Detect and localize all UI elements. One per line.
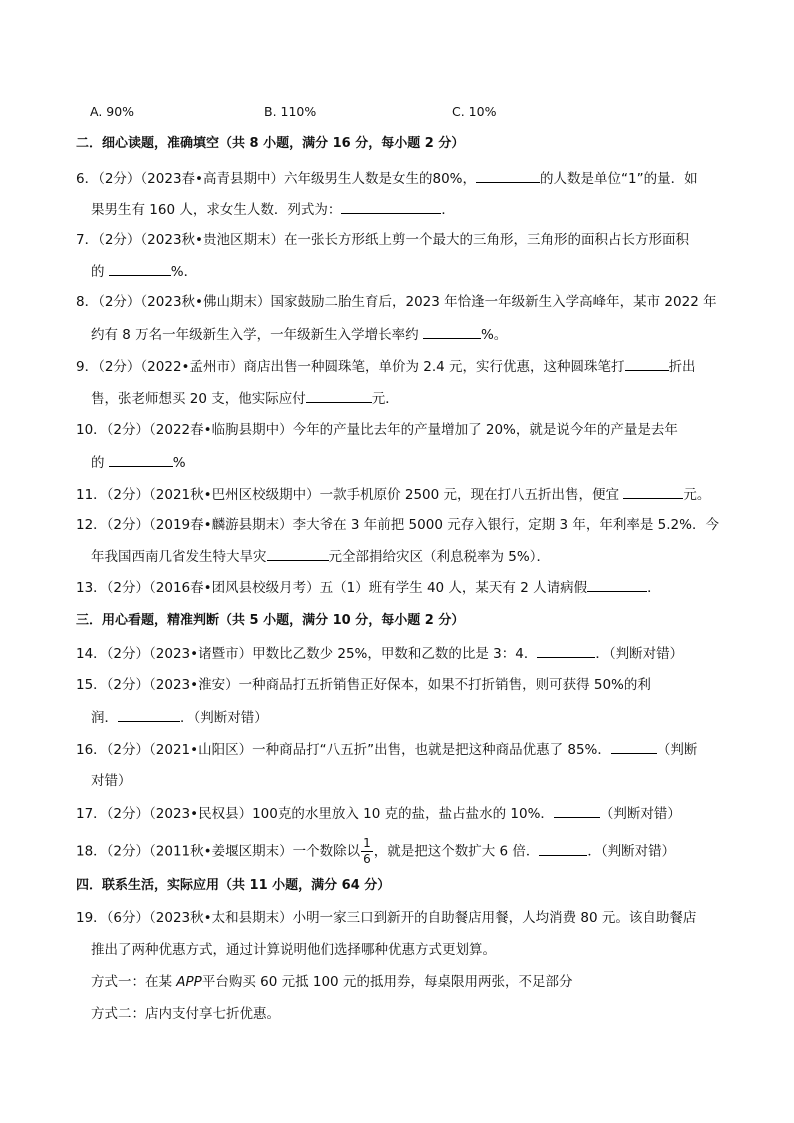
answer-blank[interactable] bbox=[423, 324, 481, 339]
question-10-line-1: 10．（2分）（2022春•临朐县期中）今年的产量比去年的产量增加了 20%，就是说今年的产量是去年 bbox=[76, 422, 678, 438]
answer-blank[interactable] bbox=[623, 484, 683, 499]
question-19-line-1: 19．（6分）（2023秋•太和县期末）小明一家三口到新开的自助餐店用餐，人均消费 80 元。该自助餐店 bbox=[76, 910, 697, 926]
question-19-line-4: 方式二：店内支付享七折优惠。 bbox=[91, 1006, 280, 1022]
option-c: C. 10% bbox=[452, 104, 497, 119]
question-8-line-2: 约有 8 万名一年级新生入学，一年级新生入学增长率约 %。 bbox=[91, 324, 507, 345]
question-18-line-1: 18．（2分）（2011秋•姜堰区期末）一个数除以 $\frac{1}{6}$ ，就是把这个数扩大 6 倍． ．（判断对错） bbox=[76, 836, 676, 866]
section-3-title: 三．用心看题，精准判断（共 5 小题，满分 10 分，每小题 2 分） bbox=[76, 613, 465, 628]
section-2-title: 二．细心读题，准确填空（共 8 小题，满分 16 分，每小题 2 分） bbox=[76, 136, 465, 151]
answer-blank[interactable] bbox=[537, 643, 595, 658]
section-4-title: 四．联系生活，实际应用（共 11 小题，满分 64 分） bbox=[76, 878, 391, 893]
answer-blank[interactable] bbox=[611, 739, 657, 754]
question-7-line-2: 的 %． bbox=[91, 261, 197, 282]
answer-blank[interactable] bbox=[587, 577, 647, 592]
option-b: B. 110% bbox=[264, 104, 317, 119]
answer-blank[interactable] bbox=[306, 388, 372, 403]
question-8-line-1: 8．（2分）（2023秋•佛山期末）国家鼓励二胎生育后，2023 年恰逢一年级新生入学高峰年，某市 2022 年 bbox=[76, 294, 717, 310]
answer-blank[interactable] bbox=[476, 168, 540, 183]
answer-blank[interactable] bbox=[625, 356, 669, 371]
question-19-line-3: 方式一：在某 APP平台购买 60 元抵 100 元的抵用券，每桌限用两张，不足部分 bbox=[91, 974, 573, 990]
question-7-line-1: 7．（2分）（2023秋•贵池区期末）在一张长方形纸上剪一个最大的三角形，三角形的面积占长方形面积 bbox=[76, 232, 689, 248]
question-9-line-2: 售，张老师想买 20 支，他实际应付 元． bbox=[91, 388, 399, 409]
option-a: A. 90% bbox=[90, 104, 135, 119]
question-17-line-1: 17．（2分）（2023•民权县）100克的水里放入 10 克的盐，盐占盐水的 10%． （判断对错） bbox=[76, 803, 681, 824]
question-12-line-1: 12．（2分）（2019春•麟游县期末）李大爷在 3 年前把 5000 元存入银行，定期 3 年，年利率是 5.2%．今 bbox=[76, 517, 719, 533]
fraction: $\frac{1}{6}$ bbox=[363, 836, 371, 866]
question-15-line-1: 15．（2分）（2023•淮安）一种商品打五折销售正好保本，如果不打折销售，则可获得 50%的利 bbox=[76, 677, 651, 693]
question-14-line-1: 14．（2分）（2023•诸暨市）甲数比乙数少 25%，甲数和乙数的比是 3：4． ．（判断对错） bbox=[76, 643, 683, 664]
question-10-line-2: 的 % bbox=[91, 452, 186, 473]
answer-blank[interactable] bbox=[118, 707, 180, 722]
question-16-line-2: 对错） bbox=[91, 773, 132, 789]
question-6-line-1: 6．（2分）（2023春•高青县期中）六年级男生人数是女生的80%， 的人数是单位“1”的量．如 bbox=[76, 168, 698, 189]
question-12-line-2: 年我国西南几省发生特大旱灾 元全部捐给灾区（利息税率为 5%）． bbox=[91, 546, 550, 567]
answer-blank[interactable] bbox=[341, 199, 441, 214]
answer-blank[interactable] bbox=[539, 841, 587, 856]
question-13-line-1: 13．（2分）（2016春•团风县校级月考）五（1）班有学生 40 人，某天有 2 人请病假 ． bbox=[76, 577, 661, 598]
question-16-line-1: 16．（2分）（2021•山阳区）一种商品打“八五折”出售，也就是把这种商品优惠了 85%． （判断 bbox=[76, 739, 697, 760]
question-6-line-2: 果男生有 160 人，求女生人数．列式为： ． bbox=[91, 199, 455, 220]
answer-blank[interactable] bbox=[109, 261, 171, 276]
answer-blank[interactable] bbox=[109, 452, 173, 467]
question-15-line-2: 润． ．（判断对错） bbox=[91, 707, 268, 728]
question-11-line-1: 11．（2分）（2021秋•巴州区校级期中）一款手机原价 2500 元，现在打八五折出售，便宜 元。 bbox=[76, 484, 710, 505]
question-19-line-2: 推出了两种优惠方式，通过计算说明他们选择哪种优惠方式更划算。 bbox=[91, 942, 496, 958]
answer-blank[interactable] bbox=[267, 546, 329, 561]
answer-blank[interactable] bbox=[554, 803, 600, 818]
question-9-line-1: 9．（2分）（2022•孟州市）商店出售一种圆珠笔，单价为 2.4 元，实行优惠，这种圆珠笔打 折出 bbox=[76, 356, 696, 377]
